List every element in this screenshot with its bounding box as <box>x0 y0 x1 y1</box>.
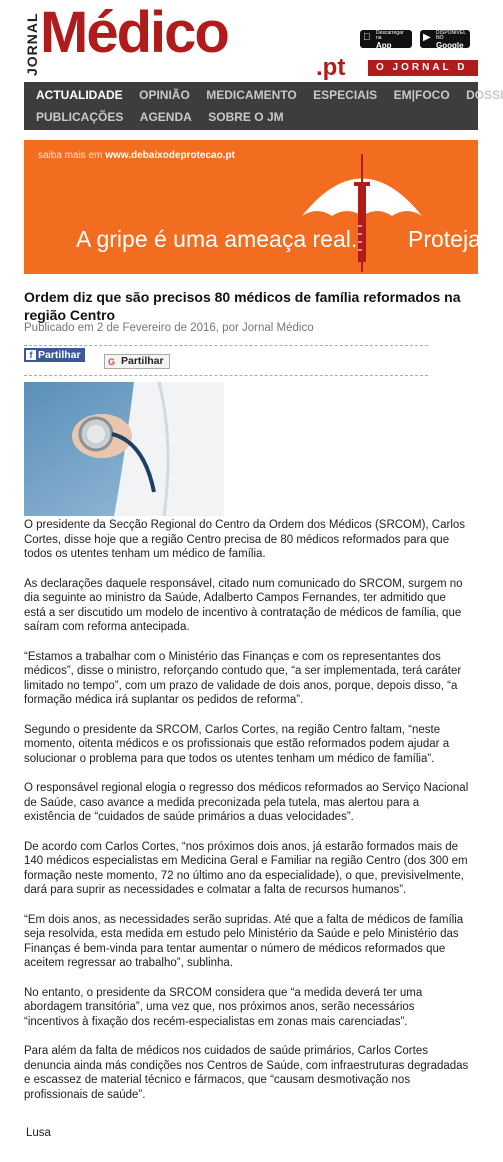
nav-item-dossier[interactable]: DOSSI <box>466 88 503 102</box>
site-header <box>24 0 478 82</box>
article-paragraph: Para além da falta de médicos nos cuidados de saúde primários, Carlos Cortes denuncia ainda más condições nos Centros de Saúde, com infraestruturas degradadas e escassez de material técnico e fármacos, que “causam desmotivação nos profissionais de saúde”. <box>24 1045 469 1101</box>
nav-item-medicamento[interactable]: MEDICAMENTO <box>206 88 297 102</box>
article-meta: Publicado em 2 de Fevereiro de 2016, por Jornal Médico <box>24 322 314 334</box>
article-paragraph: De acordo com Carlos Cortes, “nos próximos dois anos, já estarão formados mais de 140 médicos especialistas em Medicina Geral e Familiar na região Centro (dos 300 em formação neste momento, 72 no último ano da especialidade), o que, previsivelmente, dará para suprir as necessidades e colmatar a falta de recursos humanos”. <box>24 840 468 896</box>
nav-item-publicacoes[interactable]: PUBLICAÇÕES <box>36 110 124 124</box>
share-divider-bottom <box>24 375 428 376</box>
google-play-badge[interactable]: ▶ DISPONÍVEL NO Google play <box>420 30 470 48</box>
logo-tld: .pt <box>316 54 346 81</box>
nav-row-1 <box>24 85 503 107</box>
google-share-button[interactable]: G Partilhar <box>104 354 170 369</box>
site-logo[interactable]: Médico <box>40 0 228 65</box>
banner-url: saiba mais em www.debaixodeprotecao.pt <box>38 150 235 161</box>
play-icon: ▶ <box>423 32 431 43</box>
nav-item-emfoco[interactable]: EM|FOCO <box>393 88 450 102</box>
tagline: O JORNAL D <box>368 60 478 76</box>
article-paragraph: O presidente da Secção Regional do Centro da Ordem dos Médicos (SRCOM), Carlos Cortes, disse hoje que a região Centro precisa de 80 médicos reformados para que todos os utentes tenham um médico de família. <box>24 519 466 560</box>
umbrella-syringe-icon <box>292 146 432 272</box>
article-signoff: Lusa <box>26 1127 51 1139</box>
nav-item-especiais[interactable]: ESPECIAIS <box>313 88 378 102</box>
article-paragraph: “Em dois anos, as necessidades serão supridas. Até que a falta de médicos de família seja resolvida, esta medida em estudo pelo Ministério da Saúde e pelo Ministério das Finanças é bem-vinda para tentar aumentar o número de médicos reformados que aceitem regressar ao trabalho”, sublinha. <box>24 913 464 969</box>
apple-icon <box>363 33 371 44</box>
share-divider-top <box>24 345 428 346</box>
nav-item-agenda[interactable]: AGENDA <box>139 110 192 124</box>
article-paragraph: As declarações daquele responsável, citado num comunicado do SRCOM, surgem no dia seguinte ao ministro da Saúde, Adalberto Campos Fernandes, ter admitido que está a ser discutido um modelo de incentivo à contratação de médicos de família, que saíram com reforma antecipada. <box>24 577 463 633</box>
ad-banner[interactable] <box>24 140 481 274</box>
google-plus-icon: G <box>108 357 116 367</box>
facebook-share-button[interactable]: f Partilhar <box>24 348 85 362</box>
article-paragraph: O responsável regional elogia o regresso dos médicos reformados ao Serviço Nacional de Saúde, caso avance a medida preconizada pela tutela, mas alertou para a existência de “cuidados de saúde primários a duas velocidades”. <box>24 782 469 823</box>
nav-item-actualidade[interactable]: ACTUALIDADE <box>36 88 123 102</box>
article-paragraph: “Estamos a trabalhar com o Ministério das Finanças e com os representantes dos médicos”, disse o ministro, reforçando contudo que, “a ser implementada, terá caráter limitado no tempo”, com um prazo de validade de dois anos, porque, depois disso, “a formação médica irá suplantar os pedidos de reforma”. <box>24 650 462 706</box>
banner-headline: A gripe é uma ameaça real. <box>76 226 358 252</box>
article-body <box>24 518 470 1117</box>
nav-row-2 <box>24 107 284 129</box>
app-store-badge[interactable]: Descarregar na App Store <box>360 30 412 48</box>
article-title: Ordem diz que são precisos 80 médicos de família reformados na região Centro <box>24 289 461 323</box>
nav-item-opiniao[interactable]: OPINIÃO <box>139 88 190 102</box>
doctor-stethoscope-image <box>24 382 224 516</box>
main-nav <box>24 82 503 130</box>
article-paragraph: No entanto, o presidente da SRCOM considera que “a medida deverá ter uma abordagem transitória”, uma vez que, nos próximos anos, serão necessários “incentivos à fixação dos recém-especialistas em zonas mais carenciadas”. <box>24 986 423 1028</box>
banner-cta: Proteja <box>408 226 481 252</box>
nav-item-sobre[interactable]: SOBRE O JM <box>208 110 284 124</box>
facebook-icon: f <box>26 350 36 360</box>
logo-jornal: JORNAL <box>24 12 40 76</box>
article-paragraph: Segundo o presidente da SRCOM, Carlos Cortes, na região Centro faltam, “neste momento, oitenta médicos e os profissionais que estão reformados podem ajudar a solucionar o problema para que todos os utentes tenham um médico de família”. <box>24 723 450 765</box>
